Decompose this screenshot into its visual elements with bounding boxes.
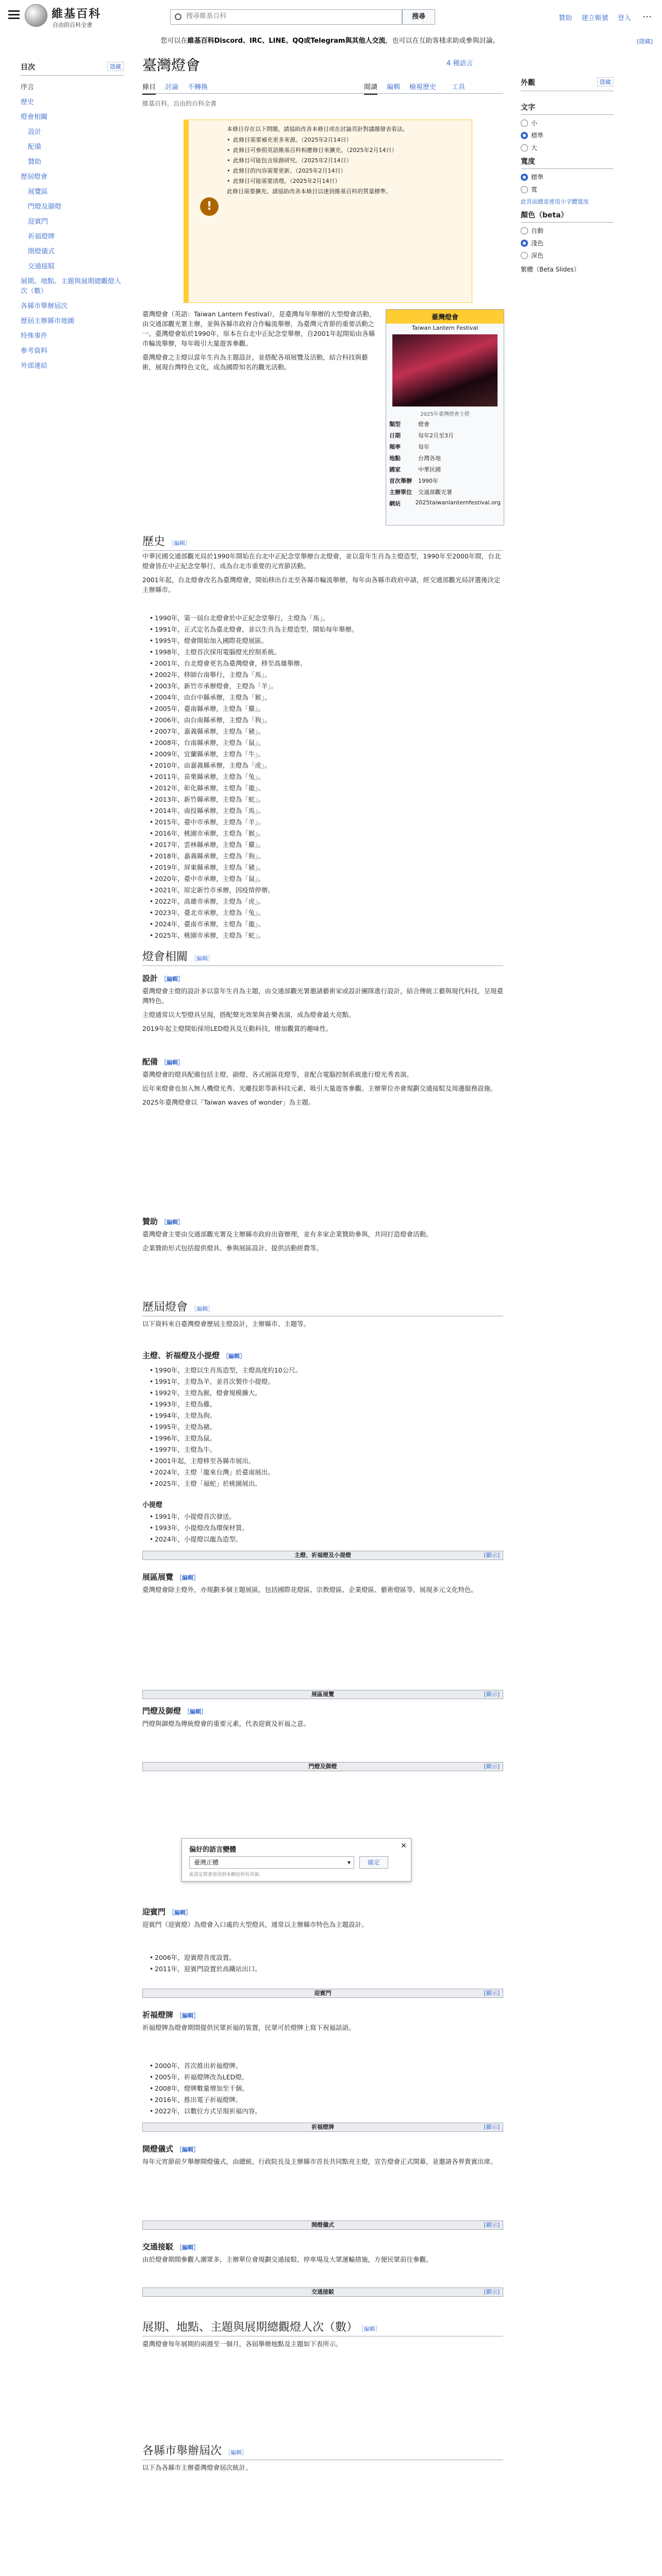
history-item: • 2023年，臺北市承辦，主燈為「兔」。 xyxy=(150,908,503,918)
infobox-value: 1990年 xyxy=(418,478,438,484)
history-item: • 2017年，雲林縣承辦，主燈為「雞」。 xyxy=(150,840,503,850)
history-item: • 2003年，新竹市承辦燈會，主燈為「羊」。 xyxy=(150,681,503,691)
issue-item: • 此條目可參照英語維基百科相應條目來擴充。（2025年2月14日） xyxy=(227,146,469,155)
site-sub: 維基百科，自由的百科全書 xyxy=(142,100,217,107)
heading-equip: 配備 ［編輯］ xyxy=(142,1057,184,1066)
top-bar xyxy=(0,0,662,34)
history-item: • 2015年，臺中市承辦，主燈為「羊」。 xyxy=(150,817,503,827)
bless-item: • 2000年，首次推出祈福燈牌。 xyxy=(150,2061,503,2071)
site-logo[interactable] xyxy=(25,4,107,30)
toc-item[interactable]: 門燈及御燈 xyxy=(28,203,62,211)
variant-ok-button[interactable]: 確定 xyxy=(359,1856,388,1869)
history-item: • 2004年，由台中縣承辦，主燈為「猴」。 xyxy=(150,692,503,702)
toc-item[interactable]: 展期、地點、主題與展期總觀燈人次（數） xyxy=(21,278,122,295)
main-lantern-item: • 2024年，主燈「龍來台灣」於臺南展出。 xyxy=(150,1467,503,1477)
history-item: • 2012年，彰化縣承辦，主燈為「龍」。 xyxy=(150,783,503,793)
radio-icon xyxy=(521,144,528,151)
tab-variant[interactable]: 不轉換 xyxy=(188,83,208,91)
tab-tools[interactable]: 工具 xyxy=(452,83,466,91)
infobox-key: 網站 xyxy=(389,500,401,507)
language-button[interactable]: 4 種語言 xyxy=(446,60,473,67)
heading-related: 燈會相關 ［編輯］ xyxy=(142,948,503,966)
more-menu-icon[interactable]: ⋯ xyxy=(642,11,652,22)
main-lantern-item: • 1990年，主燈以生肖馬造型，主燈高度約10公尺。 xyxy=(150,1365,503,1375)
main-lantern-item: • 1995年，主燈為豬。 xyxy=(150,1422,503,1432)
infobox-key: 頻率 xyxy=(389,444,401,450)
small-lantern-item: • 1993年，小提燈改為環保材質。 xyxy=(150,1523,503,1533)
main-lantern-item: • 2001年起，主燈移至各縣市展出。 xyxy=(150,1456,503,1466)
main-lantern-item: • 1992年，主燈為猴，燈會規模擴大。 xyxy=(150,1388,503,1398)
history-item: • 2021年，原定新竹市承辦，因疫情停辦。 xyxy=(150,885,503,895)
infobox-row xyxy=(386,441,504,452)
history-item: • 2011年，苗栗縣承辦，主燈為「兔」。 xyxy=(150,772,503,782)
appearance-hide-button[interactable]: 隱藏 xyxy=(597,77,614,87)
close-icon[interactable]: ✕ xyxy=(401,1842,407,1850)
history-item: • 1995年，燈會開始加入國際花燈展區。 xyxy=(150,636,503,646)
radio-icon xyxy=(521,132,528,139)
infobox-value: 2025taiwanlanternfestival.org xyxy=(415,499,501,506)
lead-section: 臺灣燈會（英語：Taiwan Lantern Festival），是臺灣每年舉辦的大型燈會活動，由交通部觀光署主辦，並與各縣市政府合作輪流舉辦，為臺灣元宵節的重要活動之一。臺灣燈會始於1990年，原本在台北中正紀念堂舉辦，自2001年起開始由各縣市輪流舉辦，每年吸引大量遊客參觀。 臺灣燈會之主燈以當年生肖為主題設計，並搭配各項展覽及活動，結合科技與藝術，展現台灣特色文化，成為國際知名的觀光活動。 xyxy=(142,310,376,371)
site-notice: 您可以在維基百科Discord、IRC、LINE、QQ或Telegram與其他人交流，也可以在互助客棧求助或參與討論。 xyxy=(160,37,500,45)
infobox-key: 類型 xyxy=(389,421,401,428)
toc-hide-button[interactable]: 隱藏 xyxy=(107,62,124,71)
history-item: • 2018年，嘉義縣承辦，主燈為「狗」。 xyxy=(150,851,503,861)
heading-welcome: 迎賓門 ［編輯］ xyxy=(142,1907,192,1917)
warning-icon: ! xyxy=(200,197,219,216)
toc-item[interactable]: 設計 xyxy=(28,128,42,136)
infobox-key: 地點 xyxy=(389,455,401,462)
radio-icon xyxy=(521,252,528,259)
small-lantern-item: • 1991年，小提燈首次發送。 xyxy=(150,1512,503,1521)
login-link[interactable]: 登入 xyxy=(617,14,631,22)
collapsible-bar[interactable]: 迎賓門 [顯示] xyxy=(142,1989,503,1998)
infobox-value: 中華民國 xyxy=(418,466,441,473)
text-large[interactable]: 大 xyxy=(521,143,614,152)
toc-item[interactable]: 歷屆主辦縣市地圖 xyxy=(21,317,75,325)
toc-item[interactable]: 各縣市舉辦屆次 xyxy=(21,302,68,310)
small-lantern-item: • 2024年，小提燈以龍為造型。 xyxy=(150,1534,503,1544)
main-menu-icon[interactable] xyxy=(8,10,20,20)
maintenance-box: ! 本條目存在以下問題，請協助改善本條目或在討論頁針對議題發表看法。 • 此條目需要補充更多來源。（2025年2月14日） • 此條目可參照英語維基百科相應條目來擴充。（2025年2月14日） • 此條目可能包含原創研究。（2025年2月14日） • 此條目的內容需要更新。（2025年2月14日） • 此條目可能需要清理。（2025年2月14日） 此條目需要擴充。請協助改善本條目以達到維基百科的質量標準。 xyxy=(184,120,472,303)
collapsible-bar[interactable]: 祈福燈牌 [顯示] xyxy=(142,2123,503,2132)
infobox: 臺灣燈會 Taiwan Lantern Festival 2025年臺灣燈會主燈 類型 燈會 日期 每年2月至3月 頻率 每年 地點 台灣各地 國家 中華民國 首次舉辦 1990年 主辦單位 交通部觀光署 網站 2025taiwanlanternfestival.org xyxy=(386,309,504,526)
collapsible-bar[interactable]: 交通接駁 [顯示] xyxy=(142,2287,503,2297)
personal-tools xyxy=(552,12,631,22)
toc-item[interactable]: 歷屆燈會 xyxy=(21,173,48,181)
toc-item[interactable]: 交通接駁 xyxy=(28,263,55,270)
search-box[interactable] xyxy=(170,9,402,25)
puzzle-globe-icon xyxy=(25,4,47,27)
radio-icon xyxy=(521,227,528,234)
heading-sponsor: 贊助 ［編輯］ xyxy=(142,1217,184,1226)
radio-icon xyxy=(521,186,528,193)
notice-link[interactable]: 維基百科Discord、IRC、LINE、QQ或Telegram與其他人交流 xyxy=(187,37,386,45)
main-lantern-item: • 1996年，主燈為鼠。 xyxy=(150,1433,503,1443)
main-lantern-item: • 1991年，主燈為羊，並首次製作小提燈。 xyxy=(150,1377,503,1386)
infobox-value: 燈會 xyxy=(418,421,429,428)
main-lantern-item: • 1994年，主燈為狗。 xyxy=(150,1411,503,1420)
infobox-row xyxy=(386,418,504,430)
toc-item[interactable]: 祈福燈牌 xyxy=(28,233,55,241)
toc-item[interactable]: 展覽區 xyxy=(28,188,48,196)
history-item: • 2019年，屏東縣承辦，主燈為「豬」。 xyxy=(150,862,503,872)
infobox-key: 主辦單位 xyxy=(389,489,412,496)
tab-history[interactable]: 檢視歷史 xyxy=(409,83,437,91)
history-item: • 2002年，移師台南舉行，主燈為「馬」。 xyxy=(150,670,503,680)
radio-icon xyxy=(521,174,528,181)
text-standard[interactable]: 標準 xyxy=(521,131,614,140)
heading-history: 歷史 ［編輯］ xyxy=(142,533,503,551)
collapsible-bar[interactable]: 主燈、祈福燈及小提燈 [顯示] xyxy=(142,1551,503,1560)
main-lantern-item: • 1993年，主燈為雞。 xyxy=(150,1399,503,1409)
infobox-value: 每年2月至3月 xyxy=(418,432,454,439)
infobox-row xyxy=(386,464,504,475)
heading-schedule: 展期、地點、主題與展期總觀燈人次（數） ［編輯］ xyxy=(142,2318,503,2336)
main-lantern-item: • 2025年，主燈「福蛇」於桃園展出。 xyxy=(150,1479,503,1488)
toc-item[interactable]: 歷史 xyxy=(21,98,35,106)
toc-item[interactable]: 燈會相關 xyxy=(21,113,48,121)
issue-item: • 此條目可能包含原創研究。（2025年2月14日） xyxy=(227,157,469,165)
infobox-row xyxy=(386,498,504,509)
infobox-value: 每年 xyxy=(418,444,429,450)
welcome-item: • 2006年，迎賓燈首度設置。 xyxy=(150,1953,503,1962)
appearance-options: 文字 小 標準 大 寬度 標準 寬 此頁面總是使用小字體寬度 顏色（beta） 自動 淺色 深色 繁體（Beta Slides） xyxy=(521,98,614,274)
infobox-key: 國家 xyxy=(389,466,401,473)
heading-gate: 門燈及御燈 ［編輯］ xyxy=(142,1706,207,1716)
issue-item: • 此條目的內容需要更新。（2025年2月14日） xyxy=(227,167,469,175)
heading-open: 開燈儀式 ［編輯］ xyxy=(142,2144,200,2154)
toc-item[interactable]: 迎賓門 xyxy=(28,218,48,226)
history-item: • 2014年，南投縣承辦，主燈為「馬」。 xyxy=(150,806,503,816)
toc-item[interactable]: 序言 xyxy=(21,83,35,91)
variant-dialog: 偏好的語言變體 臺灣正體 ▾ 此設定將會套用到本網站所有頁面。 確定 ✕ xyxy=(181,1838,411,1882)
radio-icon xyxy=(521,120,528,127)
history-list xyxy=(150,613,503,942)
search-button[interactable]: 搜尋 xyxy=(402,9,435,25)
heading-zhudeng: 主燈、祈福燈及小提燈 ［編輯］ xyxy=(142,1351,246,1360)
notice-dismiss[interactable]: [隱藏] xyxy=(637,38,653,45)
history-item: • 2013年，新竹縣承辦，主燈為「蛇」。 xyxy=(150,794,503,804)
history-item: • 2024年，臺南市承辦，主燈為「龍」。 xyxy=(150,919,503,929)
collapsible-bar[interactable]: 展區展覽 [顯示] xyxy=(142,1690,503,1699)
bless-item: • 2008年，燈牌數量增加至千個。 xyxy=(150,2083,503,2093)
history-item: • 1998年，主燈首次採用電腦燈光控制系統。 xyxy=(150,647,503,657)
heading-counties: 各縣市舉辦屆次 ［編輯］ xyxy=(142,2442,503,2460)
history-item: • 2016年，桃園市承辦，主燈為「猴」。 xyxy=(150,828,503,838)
page-tabs xyxy=(142,78,503,94)
site-name: 維基百科 xyxy=(52,7,102,21)
collapsible-bar[interactable]: 門燈及御燈 [顯示] xyxy=(142,1762,503,1771)
history-item: • 2006年，由台南縣承辦，主燈為「狗」。 xyxy=(150,715,503,725)
tab-talk[interactable]: 討論 xyxy=(165,83,179,91)
history-item: • 2009年，宜蘭縣承辦，主燈為「牛」。 xyxy=(150,749,503,759)
toc-item[interactable]: 參考資料 xyxy=(21,347,48,355)
infobox-value: 交通部觀光署 xyxy=(418,489,452,496)
welcome-item: • 2011年，迎賓門設置於高鐵站出口。 xyxy=(150,1964,503,1974)
tab-article[interactable]: 條目 xyxy=(142,81,156,95)
bless-item: • 2016年，推出電子祈福燈牌。 xyxy=(150,2095,503,2105)
width-wide[interactable]: 寬 xyxy=(521,185,614,194)
main-lantern-item: • 1997年，主燈為牛。 xyxy=(150,1445,503,1454)
toc-heading: 目次 隱藏 xyxy=(21,62,124,76)
infobox-row xyxy=(386,486,504,498)
tab-read[interactable]: 閱讀 xyxy=(364,81,377,95)
text-small[interactable]: 小 xyxy=(521,118,614,127)
infobox-key: 日期 xyxy=(389,432,401,439)
toc-item[interactable]: 外部連結 xyxy=(21,362,48,370)
page-title: 臺灣燈會 xyxy=(142,57,201,74)
history-item: • 1991年，正式定名為臺北燈會，並以生肖為主燈造型，開始每年舉辦。 xyxy=(150,624,503,634)
variant-label: 繁體（Beta Slides） xyxy=(521,266,581,273)
heading-bless: 祈福燈牌 ［編輯］ xyxy=(142,2010,200,2020)
history-item: • 2020年，臺中市承辦，主燈為「鼠」。 xyxy=(150,874,503,884)
site-tagline: 自由的百科全書 xyxy=(53,22,92,28)
heading-traffic: 交通接駁 ［編輯］ xyxy=(142,2242,200,2251)
toc-item[interactable]: 特殊事件 xyxy=(21,332,48,340)
color-light[interactable]: 淺色 xyxy=(521,239,614,247)
infobox-key: 首次舉辦 xyxy=(389,478,412,484)
color-auto[interactable]: 自動 xyxy=(521,226,614,235)
history-item: • 2001年，台北燈會更名為臺灣燈會，移至高雄舉辦。 xyxy=(150,658,503,668)
infobox-row xyxy=(386,430,504,441)
history-item: • 2007年，嘉義縣承辦，主燈為「豬」。 xyxy=(150,726,503,736)
donate-link[interactable]: 贊助 xyxy=(558,14,572,22)
toc-sidebar xyxy=(21,62,124,372)
history-item: • 2025年，桃園市承辦，主燈為「蛇」。 xyxy=(150,930,503,940)
radio-icon xyxy=(521,240,528,247)
lantern-image[interactable] xyxy=(392,334,498,406)
toc-item[interactable]: 贊助 xyxy=(28,158,42,166)
toc-list xyxy=(21,79,124,372)
history-item: • 1990年，第一屆台北燈會於中正紀念堂舉行，主燈為「馬」。 xyxy=(150,613,503,623)
tab-edit[interactable]: 編輯 xyxy=(387,83,401,91)
create-account-link[interactable]: 建立帳號 xyxy=(581,14,608,22)
history-item: • 2005年，臺南縣承辦，主燈為「雞」。 xyxy=(150,704,503,714)
color-dark[interactable]: 深色 xyxy=(521,251,614,260)
bless-item: • 2005年，祈福燈牌改為LED燈。 xyxy=(150,2072,503,2082)
infobox-row xyxy=(386,452,504,464)
heading-exhibit: 展區展覽 ［編輯］ xyxy=(142,1572,200,1582)
history-item: • 2010年，由嘉義縣承辦，主燈為「虎」。 xyxy=(150,760,503,770)
width-note[interactable]: 此頁面總是使用小字體寬度 xyxy=(521,198,589,205)
width-standard[interactable]: 標準 xyxy=(521,173,614,181)
heading-design: 設計 ［編輯］ xyxy=(142,974,184,983)
heading-past: 歷屆燈會 ［編輯］ xyxy=(142,1298,503,1316)
history-item: • 2022年，高雄市承辦，主燈為「虎」。 xyxy=(150,896,503,906)
toc-item[interactable]: 配備 xyxy=(28,143,42,151)
issue-item: • 此條目可能需要清理。（2025年2月14日） xyxy=(227,177,469,185)
bless-item: • 2022年，以數位方式呈現祈福內容。 xyxy=(150,2106,503,2116)
appearance-panel: 外觀 隱藏 xyxy=(521,77,614,91)
collapsible-bar[interactable]: 開燈儀式 [顯示] xyxy=(142,2221,503,2230)
infobox-row xyxy=(386,475,504,486)
infobox-value: 台灣各地 xyxy=(418,455,441,462)
search-input[interactable] xyxy=(186,12,341,20)
search-icon xyxy=(175,13,181,20)
variant-select[interactable]: 臺灣正體 ▾ xyxy=(189,1856,354,1869)
issue-item: • 此條目需要補充更多來源。（2025年2月14日） xyxy=(227,136,469,144)
history-item: • 2008年，台南縣承辦，主燈為「鼠」。 xyxy=(150,738,503,748)
toc-item[interactable]: 開燈儀式 xyxy=(28,248,55,256)
